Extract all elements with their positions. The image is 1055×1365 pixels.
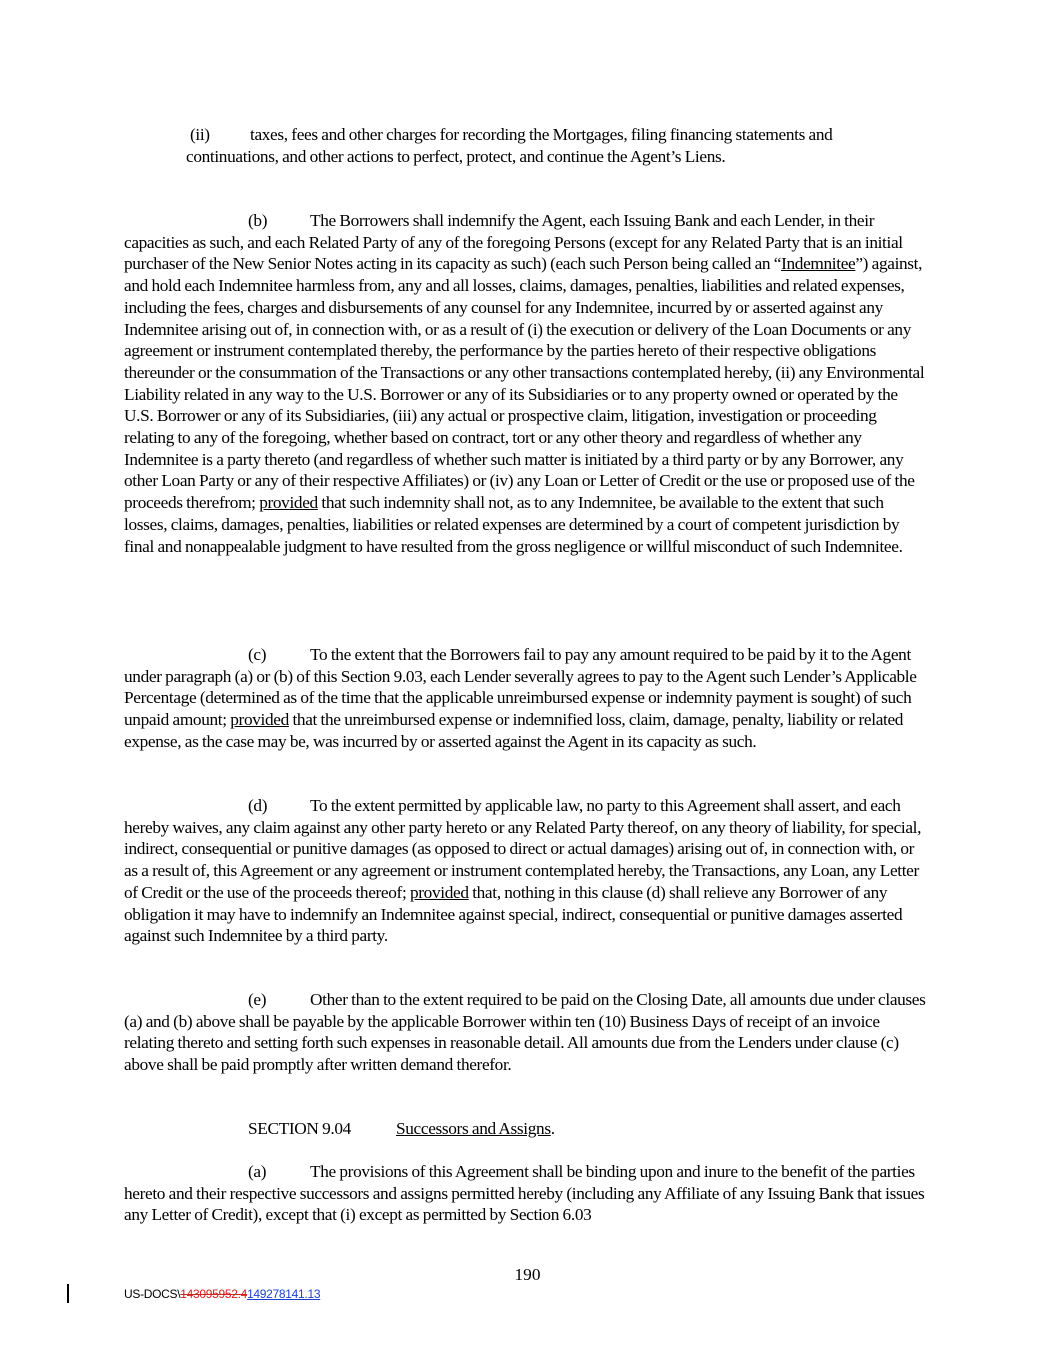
item-ii-label: (ii) — [190, 125, 210, 144]
paragraph-c-label: (c) — [248, 645, 267, 664]
section-heading: SECTION 9.04 Successors and Assigns. — [248, 1119, 555, 1138]
paragraph-a: (a) The provisions of this Agreement shall be binding upon and inure to the benefit of the parties hereto and their respective successors and assigns permitted hereby (including any Affiliate of any Issuing Bank that issues any Letter of Credit), except that (i) except as permitted by Section 6.03 — [124, 1162, 925, 1225]
paragraph-a-label: (a) — [248, 1162, 267, 1181]
page-number: 190 — [514, 1265, 541, 1284]
term-provided: provided — [230, 710, 289, 730]
paragraph-e: (e) Other than to the extent required to be paid on the Closing Date, all amounts due under clauses (a) and (b) above shall be payable by the applicable Borrower within ten (10) Business Days of receipt of an invoice relating thereto and setting forth such expenses in reasonable detail. All amounts due from the Lenders under clause (c) above shall be paid promptly after written demand therefor. — [124, 990, 926, 1075]
paragraph-b: (b) The Borrowers shall indemnify the Agent, each Issuing Bank and each Lender, in their capacities as such, and each Related Party of any of the foregoing Persons (except for any Related Party that is an initial purchaser of the New Senior Notes acting in its capacity as such) (each such Person being called an “Indemnitee”) against, and hold each Indemnitee harmless from, any and all losses, claims, damages, penalties, liabilities and related expenses, including the fees, charges and disbursements of any counsel for any Indemnitee, incurred by or asserted against any Indemnitee arising out of, in connection with, or as a result of (i) the execution or delivery of the Loan Documents or any agreement or instrument contemplated thereby, the performance by the parties hereto of their respective obligations thereunder or the consummation of the Transactions or any other transactions contemplated hereby, (ii) any Environmental Liability related in any way to the U.S. Borrower or any of its Subsidiaries or to any property owned or operated by the U.S. Borrower or any of its Subsidiaries, (iii) any actual or prospective claim, litigation, investigation or proceeding relating to any of the foregoing, whether based on contract, tort or any other theory and regardless of whether any Indemnitee is a party thereto (and regardless of whether such matter is initiated by a third party or by any Borrower, any other Loan Party or any of their respective Affiliates) or (iv) any Loan or Letter of Credit or the use or proposed use of the proceeds therefrom; provided that such indemnity shall not, as to any Indemnitee, be available to the extent that such losses, claims, damages, penalties, liabilities or related expenses are determined by a court of competent jurisdiction by final and nonappealable judgment to have resulted from the gross negligence or willful misconduct of such Indemnitee. — [124, 211, 925, 556]
footer-deleted-id: 143095952.4 — [180, 1287, 248, 1301]
item-ii — [186, 124, 926, 167]
footer-inserted-id: 149278141.13 — [247, 1287, 321, 1301]
paragraph-c: (c) To the extent that the Borrowers fail to pay any amount required to be paid by it to the Agent under paragraph (a) or (b) of this Section 9.03, each Lender severally agrees to pay to the Agent such Lender’s Applicable Percentage (determined as of the time that the applicable unreimbursed expense or indemnity payment is sought) of such unpaid amount; provided that the unreimbursed expense or indemnified loss, claim, damage, penalty, liability or related expense, as the case may be, was incurred by or asserted against the Agent in its capacity as such. — [124, 645, 917, 751]
term-provided: provided — [259, 493, 318, 513]
paragraph-d-label: (d) — [248, 796, 268, 815]
paragraph-b-label: (b) — [248, 211, 268, 230]
footer-prefix: US-DOCS\ — [124, 1287, 181, 1301]
document-id-footer — [124, 1287, 320, 1301]
term-provided: provided — [409, 882, 469, 902]
item-ii-text: taxes, fees and other charges for recording the Mortgages, filing financing statements and continuations, and other actions to perfect, protect, and continue the Agent’s Liens. — [186, 125, 833, 166]
section-number: SECTION 9.04 — [248, 1119, 351, 1138]
paragraph-d: (d) To the extent permitted by applicable law, no party to this Agreement shall assert, and each hereby waives, any claim against any other party hereto or any Related Party thereof, on any theory of liability, for special, indirect, consequential or punitive damages (as opposed to direct or actual damages) arising out of, in connection with, or as a result of, this Agreement or any agreement or instrument contemplated hereby, the Transactions, any Loan, any Letter of Credit or the use of the proceeds thereof; provided that, nothing in this clause (d) shall relieve any Borrower of any obligation it may have to indemnify an Indemnitee against special, indirect, consequential or punitive damages asserted against such Indemnitee by a third party. — [124, 796, 922, 946]
paragraph-e-label: (e) — [248, 990, 267, 1009]
change-bar — [67, 1284, 69, 1303]
section-title: Successors and Assigns — [396, 1119, 551, 1138]
term-indemnitee: Indemnitee — [781, 254, 856, 274]
